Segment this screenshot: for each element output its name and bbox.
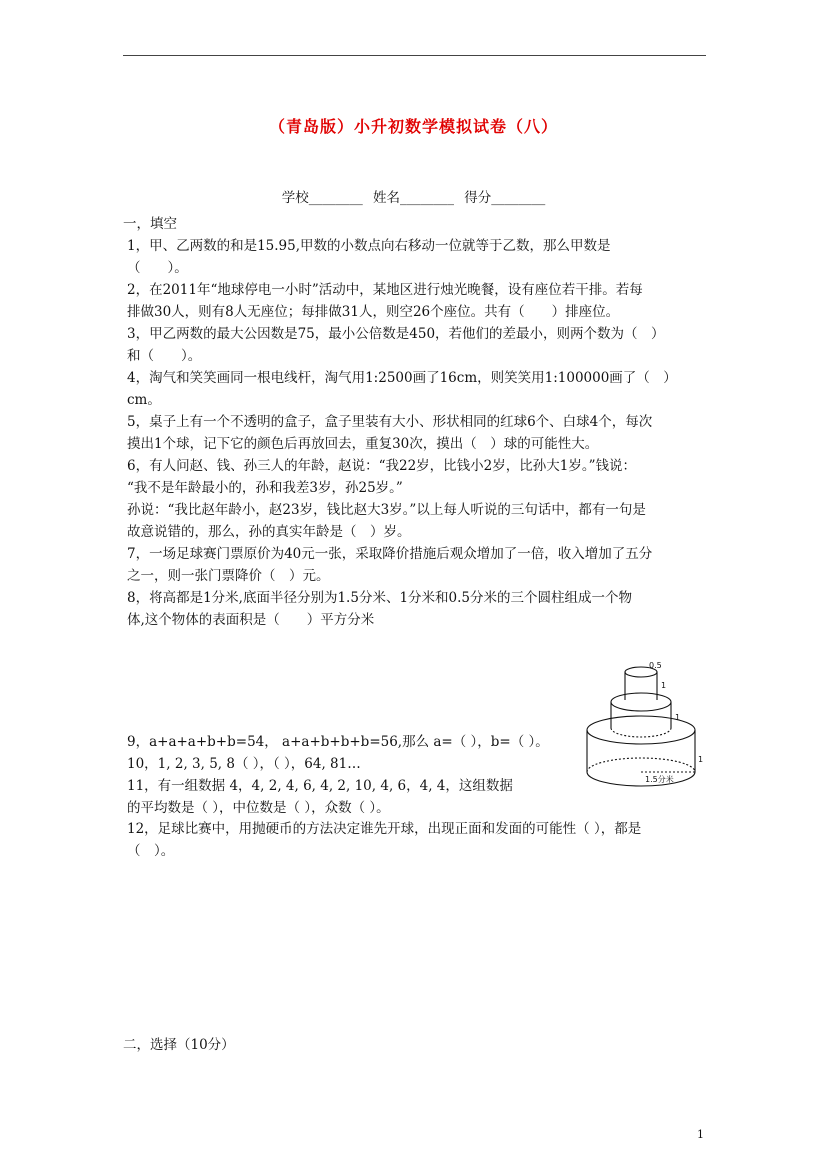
label-height-middle: 1 <box>675 713 681 722</box>
page-number: 1 <box>697 1128 704 1141</box>
question-line: 8，将高都是1分米,底面半径分别为1.5分米、1分米和0.5分米的三个圆柱组成一个物 <box>127 590 632 606</box>
name-field: 姓名________ <box>373 190 454 206</box>
middle-cylinder-top <box>611 693 671 711</box>
question-line: 的平均数是（ ），中位数是（ ），众数（ ）。 <box>127 800 390 816</box>
section-2-heading: 二，选择（10分） <box>123 1037 235 1053</box>
question-line: 5，桌子上有一个不透明的盒子，盒子里装有大小、形状相同的红球6个、白球4个，每次 <box>127 414 653 430</box>
question-line: 3，甲乙两数的最大公因数是75，最小公倍数是450，若他们的差最小，则两个数为（ ） <box>127 326 665 342</box>
header-rule <box>123 55 706 56</box>
label-base-radius: 1.5分米 <box>645 775 674 784</box>
section-1-heading: 一，填空 <box>123 216 177 232</box>
question-line: 之一，则一张门票降价（ ）元。 <box>127 568 330 584</box>
question-line: “我不是年龄最小的，孙和我差3岁，孙25岁。” <box>127 480 403 496</box>
question-line: 9，a+a+a+b+b=54， a+a+b+b+b=56,那么 a=（ ），b=（ ）。 <box>127 734 549 750</box>
question-line: 1，甲、乙两数的和是15.95,甲数的小数点向右移动一位就等于乙数，那么甲数是 <box>127 238 611 254</box>
label-height-bottom: 1 <box>698 755 704 764</box>
label-height-top: 1 <box>661 681 667 690</box>
school-field: 学校________ <box>281 190 363 206</box>
question-line: 12，足球比赛中，用抛硬币的方法决定谁先开球，出现正面和发面的可能性（ ），都是 <box>127 821 642 837</box>
question-line: cm。 <box>127 392 161 408</box>
question-line: 4，淘气和笑笑画同一根电线杆，淘气用1:2500画了16cm，则笑笑用1:100000画了（ ） <box>127 370 677 386</box>
question-line: 体,这个物体的表面积是（ ）平方分米 <box>127 612 375 628</box>
student-info <box>0 186 827 206</box>
question-line: 2，在2011年“地球停电一小时”活动中，某地区进行烛光晚餐，设有座位若干排。若每 <box>127 282 643 298</box>
question-line: 排做30人，则有8人无座位；每排做31人，则空26个座位。共有（ ）排座位。 <box>127 304 620 320</box>
question-line: 故意说错的，那么，孙的真实年龄是（ ）岁。 <box>127 524 411 540</box>
page-title: （青岛版）小升初数学模拟试卷（八） <box>268 117 558 136</box>
question-line: 孙说：“我比赵年龄小，赵23岁，钱比赵大3岁。”以上每人听说的三句话中，都有一句是 <box>127 502 646 518</box>
question-line: 和（ ）。 <box>127 348 202 364</box>
question-line: （ ）。 <box>127 843 175 859</box>
question-line: 10，1, 2, 3, 5, 8（ ），（ ），64, 81… <box>127 756 361 772</box>
question-line: 摸出1个球，记下它的颜色后再放回去，重复30次，摸出（ ）球的可能性大。 <box>127 436 599 452</box>
question-line: 11，有一组数据 4，4, 2, 4, 6, 4, 2, 10, 4, 6，4, 4，这组数据 <box>127 778 513 794</box>
label-top: 0.5 <box>649 661 662 670</box>
question-line: 6，有人问赵、钱、孙三人的年龄，赵说：“我22岁，比钱小2岁，比孙大1岁。”钱说： <box>127 458 636 474</box>
question-line: 7，一场足球赛门票原价为40元一张，采取降价措施后观众增加了一倍，收入增加了五分 <box>127 546 653 562</box>
score-field: 得分________ <box>464 190 546 206</box>
question-line: （ ）。 <box>127 260 188 276</box>
